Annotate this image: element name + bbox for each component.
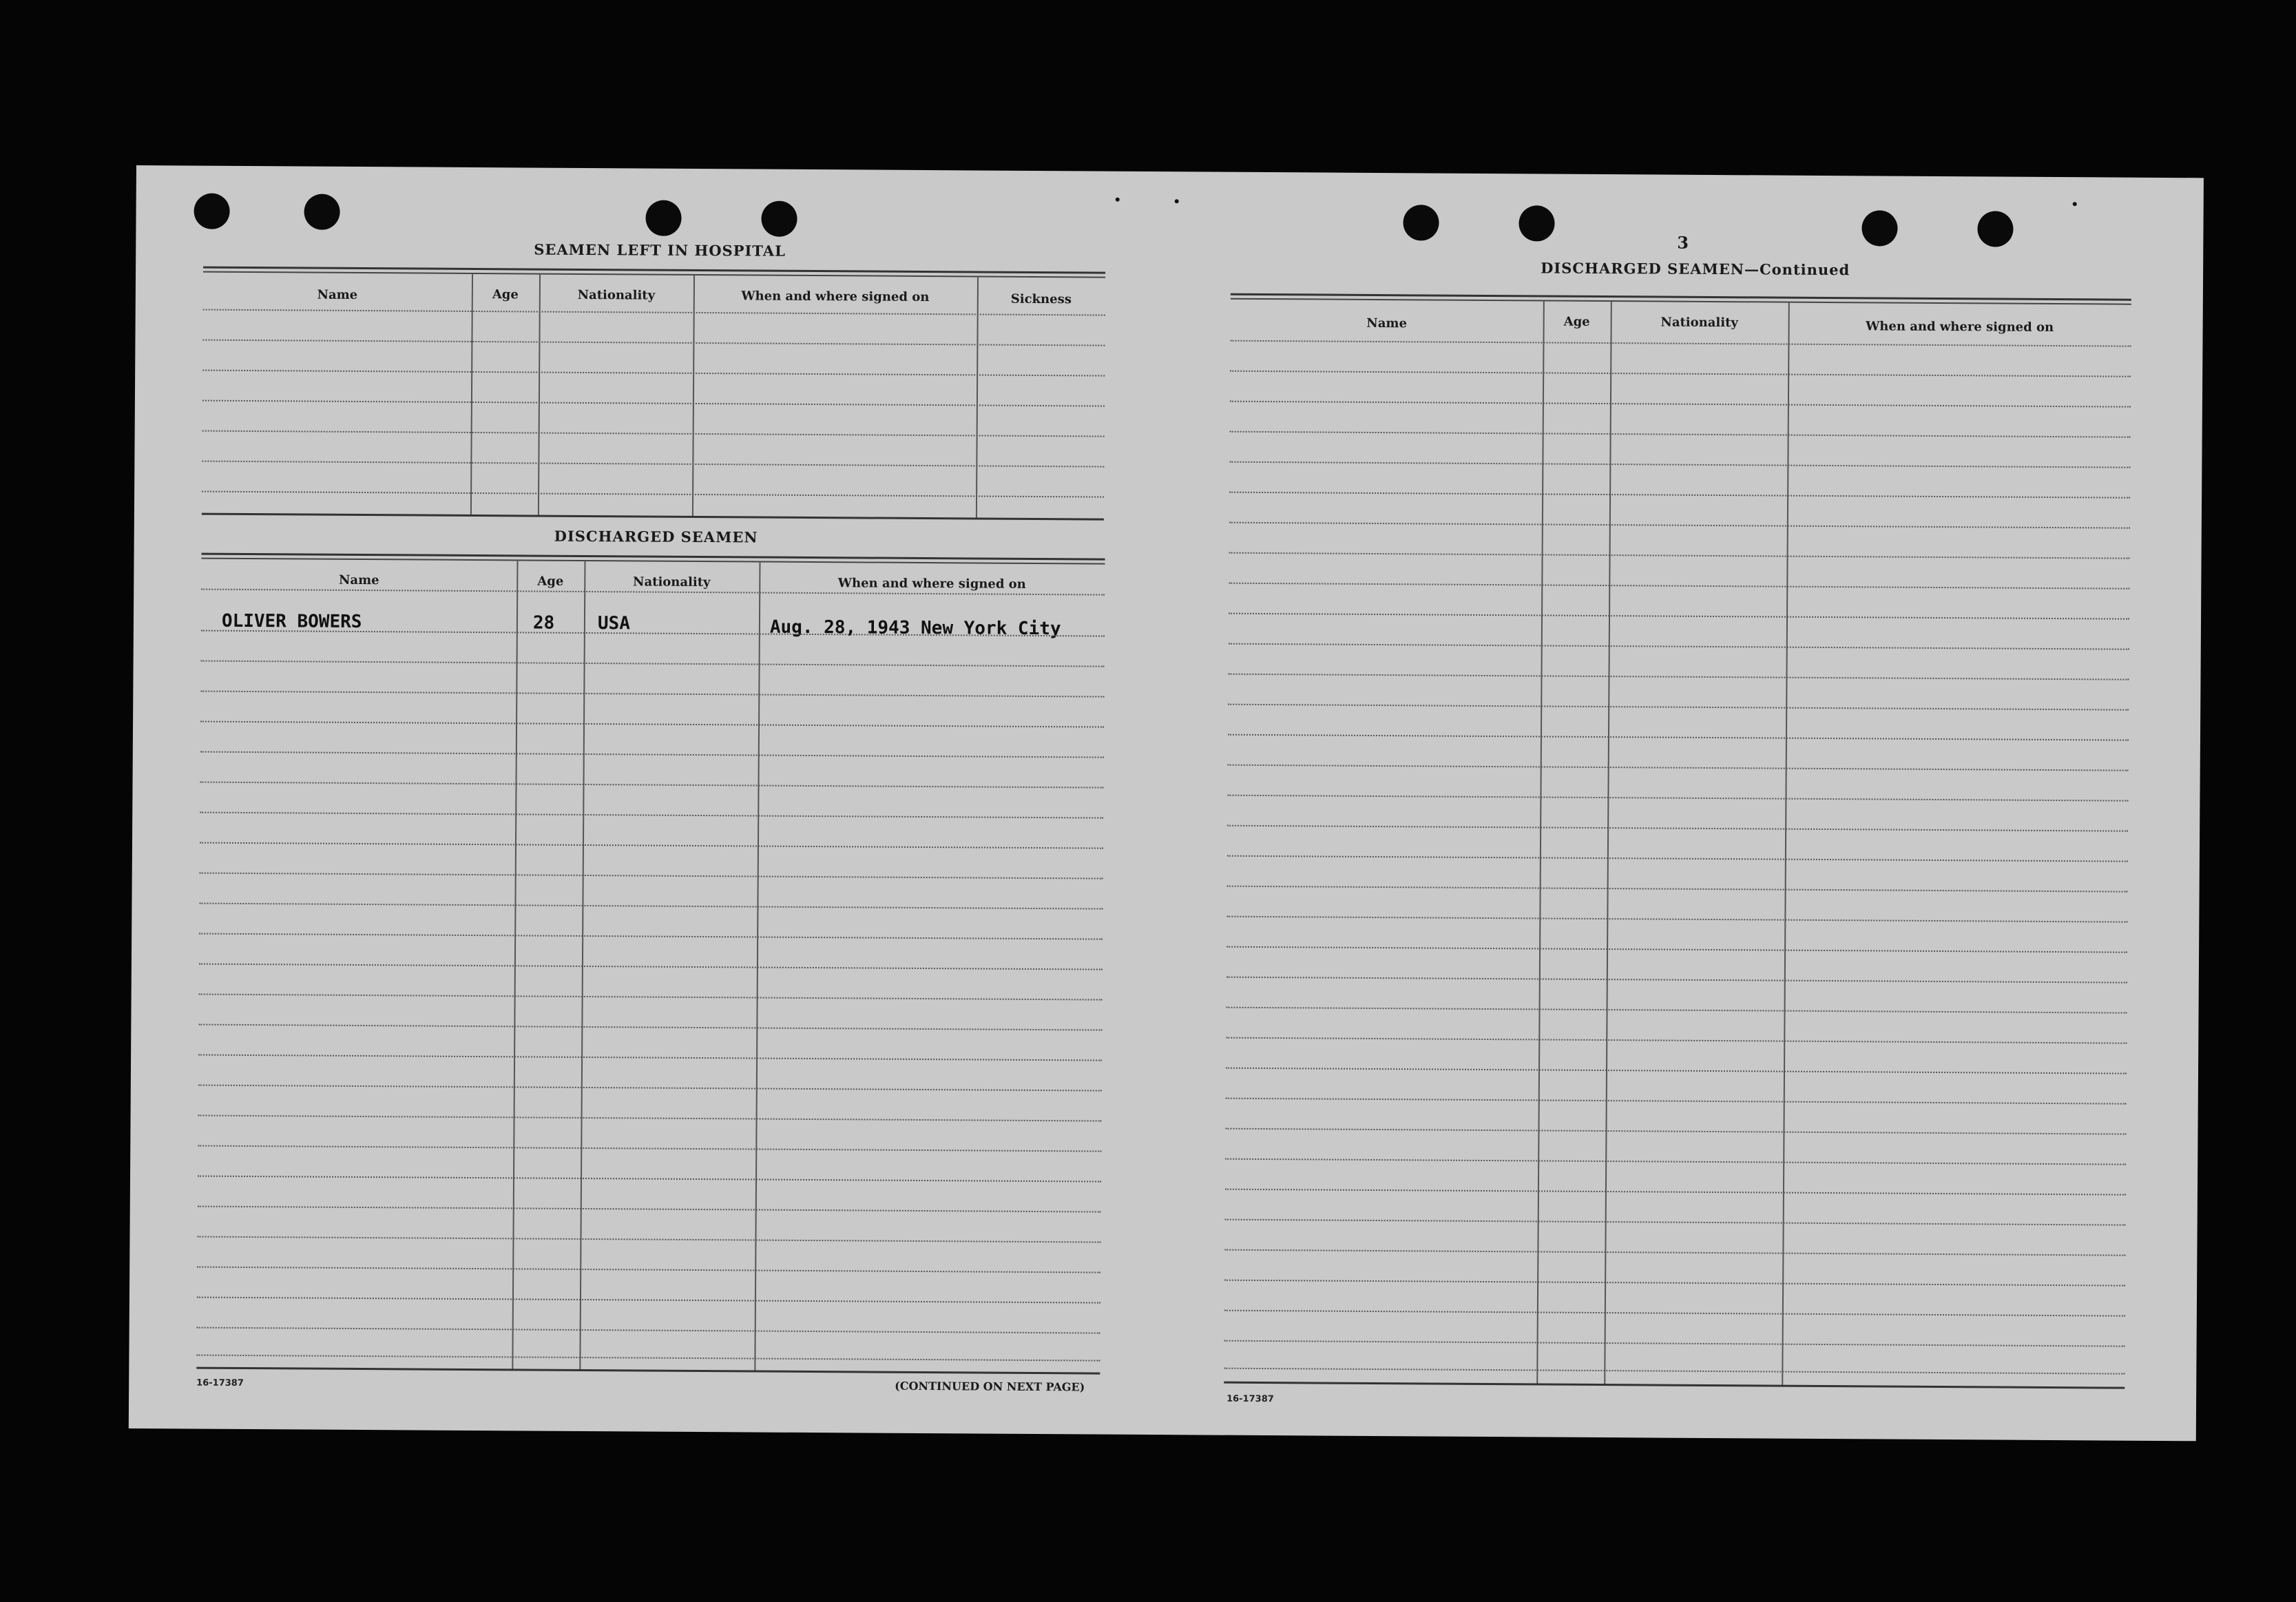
discharged-continued-table [1224,293,2131,1390]
column-header-nationality: Nationality [577,287,656,303]
continued-note: (CONTINUED ON NEXT PAGE) [895,1379,1085,1394]
punch-hole [761,201,797,237]
column-header-signed-on: When and where signed on [1866,319,2054,335]
punch-hole [1403,205,1439,240]
column-header-age: Age [537,574,564,589]
form-number: 16-17387 [196,1377,244,1388]
entry-age: 28 [532,612,555,634]
punch-hole [645,200,681,236]
discharged-section-title: DISCHARGED SEAMEN [554,527,758,546]
punch-hole [1861,210,1897,246]
dust-speck [1116,198,1120,202]
punch-hole [1519,205,1554,241]
column-header-name: Name [1366,315,1408,331]
column-header-nationality: Nationality [633,574,711,590]
punch-hole [194,194,229,229]
hospital-section-title: SEAMEN LEFT IN HOSPITAL [534,240,786,260]
entry-name: OLIVER BOWERS [221,610,362,633]
dust-speck [2073,202,2077,206]
column-header-age: Age [1563,314,1590,329]
column-header-signed-on: When and where signed on [837,576,1026,592]
page-number: 3 [1677,232,1689,253]
discharged-table [196,553,1105,1375]
column-header-name: Name [338,572,379,588]
column-header-age: Age [492,287,519,302]
document-sheet [129,165,2204,1441]
punch-hole [1977,211,2013,247]
punch-hole [304,194,340,229]
hospital-table [202,267,1105,520]
entry-nationality: USA [597,613,631,634]
entry-signed-on: Aug. 28, 1943 New York City [769,616,1061,640]
column-header-signed-on: When and where signed on [741,289,930,305]
column-header-name: Name [317,287,358,302]
column-header-nationality: Nationality [1660,315,1738,331]
form-number: 16-17387 [1227,1393,1274,1405]
column-header-sickness: Sickness [1010,291,1072,307]
discharged-continued-title: DISCHARGED SEAMEN—Continued [1541,259,1850,279]
dust-speck [1175,199,1179,203]
